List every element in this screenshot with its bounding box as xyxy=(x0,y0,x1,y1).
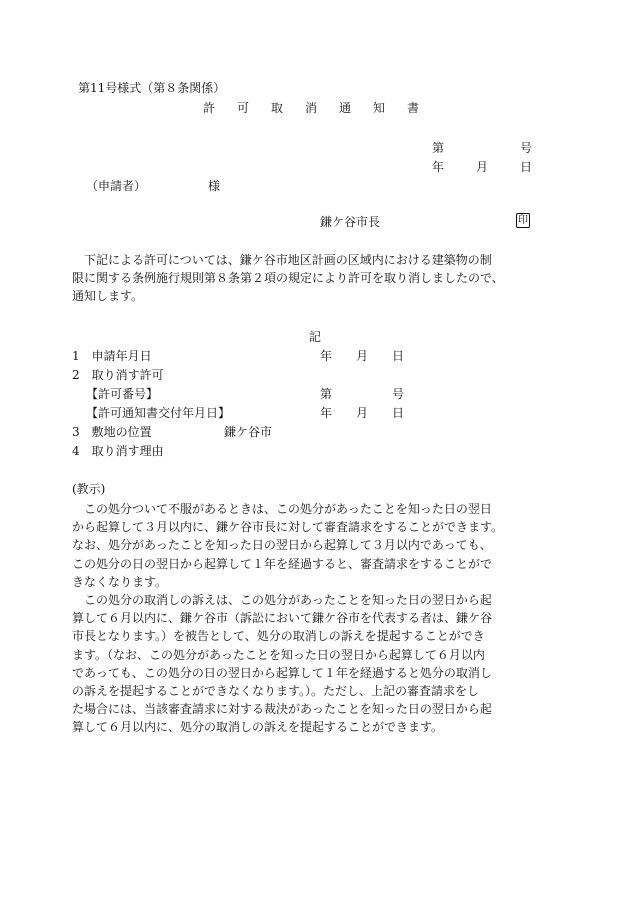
title-char: 通 xyxy=(339,101,352,115)
form-number: 第11号様式（第８条関係） xyxy=(78,81,226,95)
title-char: 書 xyxy=(407,101,420,115)
title-char: 取 xyxy=(271,101,284,115)
notice-line: 算して６月以内に、処分の取消しの訴えを提起することができます。 xyxy=(72,720,444,735)
recipient-label: （申請者） xyxy=(86,179,147,193)
title-char: 可 xyxy=(237,101,250,115)
body-paragraph xyxy=(72,251,504,306)
notice-line: であっても、この処分の日の翌日から起算して１年を経過すると処分の取消し xyxy=(72,665,492,680)
ki-heading: 記 xyxy=(309,330,322,344)
notice-line: の訴えを提起することができなくなります。）。ただし、上記の審査請求をし xyxy=(72,683,480,698)
item-permit-number-value: 第 号 xyxy=(320,387,405,401)
notice-line: た場合には、当該審査請求に対する裁決があったことを知った日の翌日から起 xyxy=(72,702,492,717)
notice-body xyxy=(72,500,503,736)
item-3-value: 鎌ケ谷市 xyxy=(224,425,273,439)
item-4-label: 4 取り消す理由 xyxy=(72,444,164,458)
notice-line: 市長となります。）を被告として、処分の取消しの訴えを提起することができ xyxy=(72,629,485,644)
document-title xyxy=(203,100,441,116)
item-permit-date-label: 【許可通知書交付年月日】 xyxy=(86,406,231,420)
notice-line: この処分の取消しの訴えは、この処分があったことを知った日の翌日から起 xyxy=(72,592,492,607)
notice-line: ます。（なお、この処分があったことを知った日の翌日から起算して６月以内 xyxy=(72,647,485,662)
title-char: 知 xyxy=(373,101,386,115)
body-line: 限に関する条例施行規則第８条第２項の規定により許可を取り消しましたので、 xyxy=(72,271,504,286)
item-1-value: 年 月 日 xyxy=(320,349,405,363)
item-2-label: 2 取り消す許可 xyxy=(72,368,164,382)
notice-line: なお、処分があったことを知った日の翌日から起算して３月以内であっても、 xyxy=(72,538,492,553)
doc-number-prefix: 第 xyxy=(432,141,445,155)
body-line: 下記による許可については、鎌ケ谷市地区計画の区域内における建築物の制 xyxy=(72,253,492,267)
date-year: 年 xyxy=(432,160,445,174)
notice-line: きなくなります。 xyxy=(72,574,168,589)
title-char: 許 xyxy=(203,101,216,115)
recipient-honorific: 様 xyxy=(208,179,221,193)
date-month: 月 xyxy=(476,160,489,174)
seal-mark: 印 xyxy=(518,215,528,226)
notice-line: この処分ついて不服があるときは、この処分があったことを知った日の翌日 xyxy=(72,502,492,516)
notice-line: から起算して３月以内に、鎌ケ谷市長に対して審査請求をすることができます。 xyxy=(72,520,504,535)
notice-line: この処分の日の翌日から起算して１年を経過すると、審査請求をすることがで xyxy=(72,556,493,571)
body-line: 通知します。 xyxy=(72,289,144,304)
item-3-label: 3 敷地の位置 xyxy=(72,425,152,439)
notice-line: 算して６月以内に、鎌ケ谷市（訴訟において鎌ケ谷市を代表する者は、鎌ケ谷 xyxy=(72,611,493,626)
doc-number-suffix: 号 xyxy=(520,141,533,155)
item-1-label: 1 申請年月日 xyxy=(72,349,152,363)
item-permit-date-value: 年 月 日 xyxy=(320,406,405,420)
item-permit-number-label: 【許可番号】 xyxy=(86,387,159,401)
issuer-name: 鎌ケ谷市長 xyxy=(320,215,381,229)
notice-heading: (教示) xyxy=(72,482,106,496)
title-char: 消 xyxy=(305,101,318,115)
date-day: 日 xyxy=(520,160,533,174)
